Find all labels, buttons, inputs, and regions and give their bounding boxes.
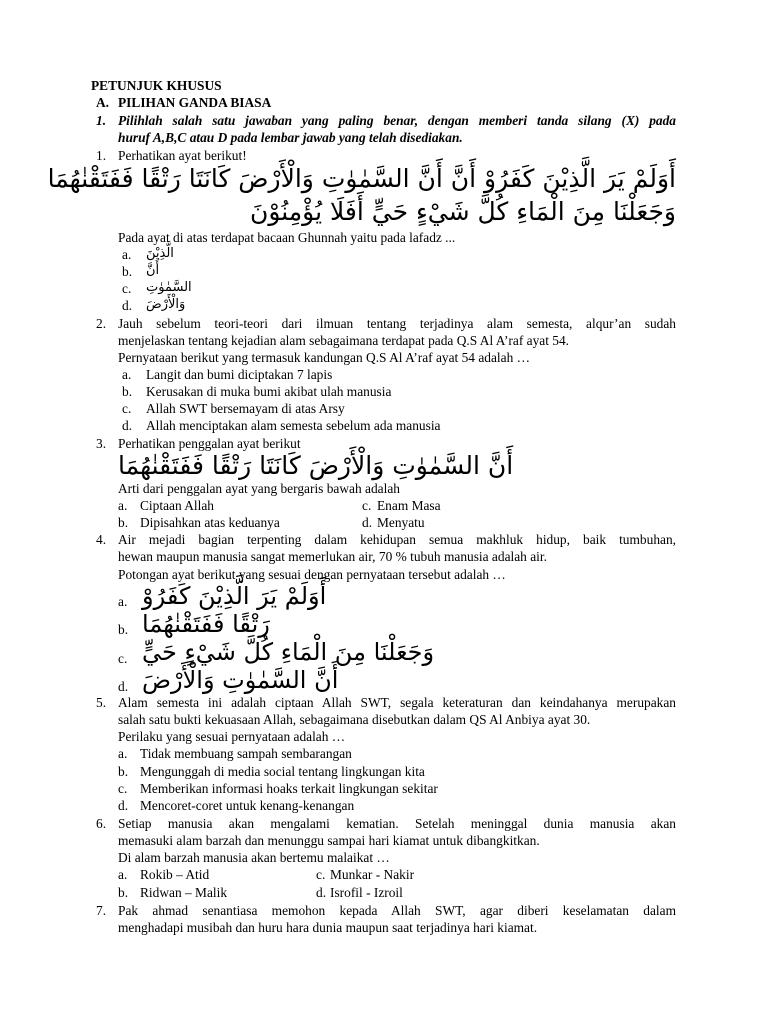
question-4-text: Potongan ayat berikut yang sesuai dengan pernyataan tersebut adalah … [118, 567, 506, 582]
question-7-line-1: Pak ahmad senantiasa memohon kepada Allah SWT, agar diberi keselamatan dalam [118, 903, 676, 918]
question-1-prompt: Perhatikan ayat berikut! [118, 148, 247, 163]
option-text: Kerusakan di muka bumi akibat ulah manusia [146, 384, 392, 399]
question-1-text: Pada ayat di atas terdapat bacaan Ghunnah yaitu pada lafadz ... [118, 230, 456, 245]
option-text: Ciptaan Allah [140, 498, 215, 513]
option-arabic: الَّذِيْنَ [146, 246, 174, 261]
option-text: Munkar - Nakir [330, 867, 415, 882]
question-6-line-2: memasuki alam barzah dan menunggu sampai hari kiamat untuk dibangkitkan. [118, 833, 540, 848]
option-letter: b. [122, 384, 133, 399]
option-arabic: أَنَّ السَّمٰوٰتِ وَالْأَرْضَ [142, 666, 339, 694]
option-letter: a. [118, 867, 128, 882]
option-letter: a. [118, 498, 128, 513]
option-letter: a. [118, 746, 128, 761]
option-text: Menyatu [377, 515, 425, 530]
option-arabic: وَالْأَرْضَ [146, 297, 186, 312]
question-3-prompt: Perhatikan penggalan ayat berikut [118, 436, 301, 451]
instruction-number: 1. [96, 113, 107, 128]
option-letter: d. [362, 515, 373, 530]
question-1-number: 1. [96, 148, 107, 163]
question-5-line-1: Alam semesta ini adalah ciptaan Allah SWT, segala keteraturan dan keindahanya merupakan [118, 695, 676, 710]
option-letter: c. [118, 781, 128, 796]
option-text: Tidak membuang sampah sembarangan [140, 746, 352, 761]
option-letter: c. [316, 867, 326, 882]
question-4-line-2: hewan maupun manusia sangat memerlukan air, 70 % tubuh manusia adalah air. [118, 549, 547, 564]
question-1-arabic-line-2: وَجَعَلْنَا مِنَ الْمَاءِ كُلَّ شَيْءٍ حَيٍّ أَفَلَا يُؤْمِنُوْنَ [249, 197, 676, 226]
option-arabic: رَتْقًا فَفَتَقْنٰهُمَا [142, 610, 270, 638]
section-letter: A. [96, 95, 110, 110]
question-2-number: 2. [96, 316, 107, 331]
option-letter: b. [118, 515, 129, 530]
option-text: Allah SWT bersemayam di atas Arsy [146, 401, 345, 416]
question-5-text: Perilaku yang sesuai pernyataan adalah … [118, 729, 346, 744]
option-text: Allah menciptakan alam semesta sebelum ada manusia [146, 418, 441, 433]
question-6-line-1: Setiap manusia akan mengalami kematian. Setelah meninggal dunia manusia akan [118, 816, 676, 831]
instruction-line-2: huruf A,B,C atau D pada lembar jawab yang telah disediakan. [118, 130, 463, 145]
option-letter: b. [118, 885, 129, 900]
question-5-line-2: salah satu bukti kekuasaan Allah, sebagaimana disebutkan dalam QS Al Anbiya ayat 30. [118, 712, 591, 727]
question-7-line-2: menghadapi musibah dan huru hara dunia maupun saat terjadinya hari kiamat. [118, 920, 538, 935]
option-text: Rokib – Atid [140, 867, 210, 882]
option-text: Dipisahkan atas keduanya [140, 515, 280, 530]
question-2-line-2: menjelaskan tentang kejadian alam sebagaimana terdapat pada Q.S Al A’raf ayat 54. [118, 333, 570, 348]
instruction-line-1: Pilihlah salah satu jawaban yang paling benar, dengan memberi tanda silang (X) pada [118, 113, 676, 128]
page-title: PETUNJUK KHUSUS [91, 78, 222, 93]
option-letter: a. [122, 247, 132, 262]
question-4-number: 4. [96, 532, 107, 547]
option-letter: c. [362, 498, 372, 513]
option-arabic: وَجَعَلْنَا مِنَ الْمَاءِ كُلَّ شَيْءٍ حَيٍّ [142, 638, 435, 666]
option-letter: a. [122, 367, 132, 382]
option-text: Mengunggah di media social tentang lingkungan kita [140, 764, 425, 779]
option-letter: b. [118, 622, 129, 637]
question-2-text: Pernyataan berikut yang termasuk kandungan Q.S Al A’raf ayat 54 adalah … [118, 350, 531, 365]
option-letter: c. [122, 281, 132, 296]
option-letter: c. [118, 651, 128, 666]
question-7-number: 7. [96, 903, 107, 918]
option-letter: d. [118, 798, 129, 813]
question-6-text: Di alam barzah manusia akan bertemu malaikat … [118, 850, 390, 865]
option-letter: d. [118, 679, 129, 694]
option-letter: b. [118, 764, 129, 779]
question-3-text: Arti dari penggalan ayat yang bergaris bawah adalah [118, 481, 400, 496]
option-arabic: أَوَلَمْ يَرَ الَّذِيْنَ كَفَرُوْ [142, 582, 327, 610]
option-letter: d. [122, 418, 133, 433]
option-arabic: أَنَّ [146, 263, 160, 278]
option-text: Langit dan bumi diciptakan 7 lapis [146, 367, 333, 382]
option-text: Mencoret-coret untuk kenang-kenangan [140, 798, 355, 813]
option-arabic: السَّمٰوٰتِ [146, 280, 192, 295]
option-letter: d. [122, 298, 133, 313]
question-4-line-1: Air mejadi bagian terpenting dalam kehidupan semua makhluk hidup, baik tumbuhan, [118, 532, 676, 547]
option-text: Isrofil - Izroil [330, 885, 403, 900]
option-text: Memberikan informasi hoaks terkait lingkungan sekitar [140, 781, 438, 796]
option-letter: b. [122, 264, 133, 279]
question-5-number: 5. [96, 695, 107, 710]
option-text: Ridwan – Malik [140, 885, 228, 900]
option-letter: a. [118, 594, 128, 609]
section-title: PILIHAN GANDA BIASA [118, 95, 272, 110]
question-1-arabic-line-1: أَوَلَمْ يَرَ الَّذِيْنَ كَفَرُوْ أَنَّ أَنَّ السَّمٰوٰتِ وَالْأَرْضَ كَانَتَا رَتْقًا فَفَتَقْنٰهُمَا [47, 164, 676, 193]
question-3-number: 3. [96, 436, 107, 451]
option-text: Enam Masa [377, 498, 441, 513]
option-letter: d. [316, 885, 327, 900]
question-3-arabic: أَنَّ السَّمٰوٰتِ وَالْأَرْضَ كَانَتَا رَتْقًا فَفَتَقْنٰهُمَا [118, 451, 514, 480]
question-2-line-1: Jauh sebelum teori-teori dari ilmuan tentang terjadinya alam semesta, alqur’an sudah [118, 316, 676, 331]
option-letter: c. [122, 401, 132, 416]
question-6-number: 6. [96, 816, 107, 831]
